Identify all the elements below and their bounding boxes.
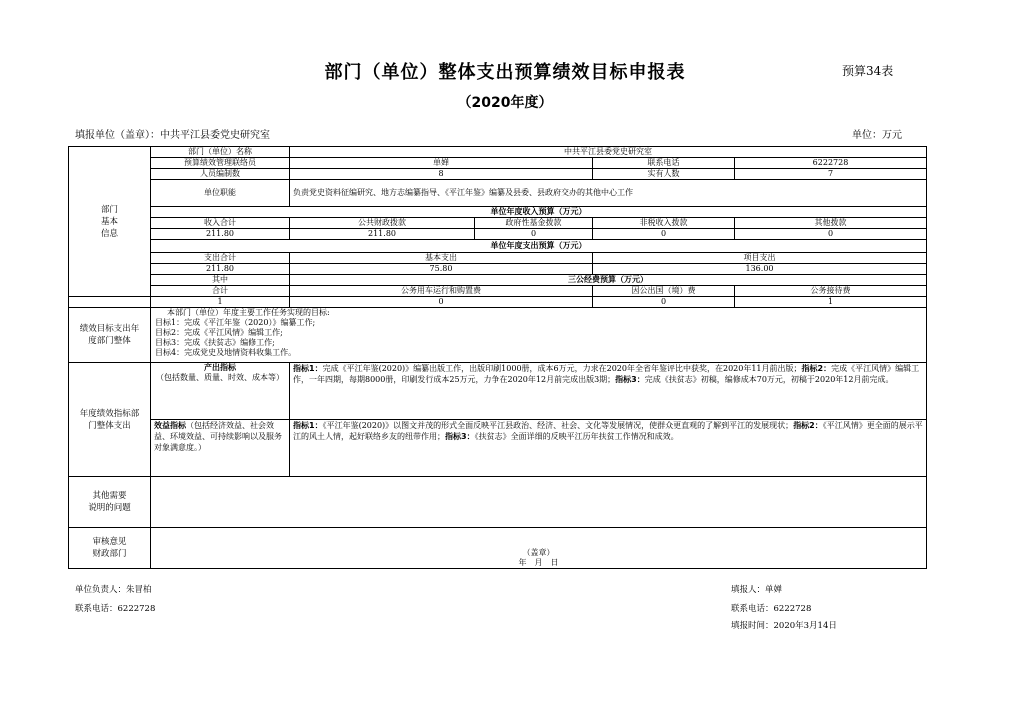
income-title: 单位年度收入预算（万元） <box>151 207 927 218</box>
income-value: 0 <box>593 229 735 240</box>
benefit-indicator-label <box>151 420 290 477</box>
table-row <box>69 229 927 240</box>
indicator-text: 完成《平江年鉴(2020)》编纂出版工作，出版印刷1000册，成本6万元，力求在2020年全省年鉴评比中获奖，在2020年11月前出版； <box>322 364 802 373</box>
table-row <box>69 308 927 363</box>
staff-actual-label: 实有人数 <box>593 169 735 180</box>
table-row <box>69 264 927 275</box>
table-row <box>69 363 927 420</box>
indicator-text: 《平江年鉴(2020)》以图文并茂的形式全面反映平江县政治、经济、社会、文化等发展情况，使群众更直观的了解到平江的发展现状； <box>322 421 794 430</box>
table-row <box>69 240 927 253</box>
section-other: 其他需要 说明的问题 <box>69 477 151 528</box>
dept-name-label: 部门（单位）名称 <box>151 147 290 158</box>
table-row <box>69 420 927 477</box>
three-public-value: 0 <box>290 297 593 308</box>
three-public-header: 合计 <box>151 286 290 297</box>
three-public-header: 公务用车运行和购置费 <box>290 286 593 297</box>
form-number: 预算34表 <box>842 64 894 78</box>
seal-placeholder: （盖章） <box>522 548 555 557</box>
benefit-indicator-text <box>290 420 927 477</box>
expense-header: 项目支出 <box>593 253 927 264</box>
performance-table <box>68 146 927 569</box>
dept-name-value: 中共平江县委党史研究室 <box>290 147 927 158</box>
indicator-text: 完成《平江风情》编辑工作，一年四期，每期8000册，印刷发行成本25万元，力争在2020年12月前完成出版3期； <box>293 364 920 384</box>
expense-value: 211.80 <box>151 264 290 275</box>
income-header: 非税收入拨款 <box>593 218 735 229</box>
duties-label: 单位职能 <box>151 180 290 207</box>
output-note: （包括数量、质量、时效、成本等） <box>156 373 284 382</box>
goal-text <box>151 308 927 363</box>
review-date: 年 月 日 <box>518 558 559 567</box>
other-notes <box>151 477 927 528</box>
goal-item: 目标3：完成《扶贫志》编修工作; <box>155 338 275 347</box>
table-row <box>69 169 927 180</box>
table-row <box>69 218 927 229</box>
currency-unit: 单位：万元 <box>852 130 902 141</box>
contact-person-label: 预算绩效管理联络员 <box>151 158 290 169</box>
expense-value: 136.00 <box>593 264 927 275</box>
table-row <box>69 158 927 169</box>
expense-title: 单位年度支出预算（万元） <box>151 240 927 253</box>
staff-quota-value: 8 <box>290 169 593 180</box>
output-indicator-label <box>151 363 290 420</box>
goal-item: 目标2：完成《平江风情》编辑工作; <box>155 328 283 337</box>
income-value: 0 <box>735 229 927 240</box>
income-header: 其他拨款 <box>735 218 927 229</box>
output-label: 产出指标 <box>204 363 236 372</box>
table-row <box>69 180 927 207</box>
section-basic-info: 部门 基本 信息 <box>69 147 151 297</box>
filler-phone: 联系电话：6222728 <box>731 604 812 614</box>
duties-value: 负责党史资料征编研究、地方志编纂指导、《平江年鉴》编纂及县委、县政府交办的其他中心工作 <box>290 180 927 207</box>
indicator-tag: 指标1： <box>293 364 323 373</box>
leader-phone: 联系电话：6222728 <box>75 604 156 614</box>
phone-value: 6222728 <box>735 158 927 169</box>
three-public-value: 1 <box>151 297 290 308</box>
income-value: 211.80 <box>151 229 290 240</box>
indicator-tag: 指标3： <box>445 432 475 441</box>
indicator-tag: 指标2： <box>793 421 823 430</box>
indicator-text: 《平江风情》更全面的展示平江的风土人情，起好联络乡友的纽带作用； <box>293 421 923 441</box>
indicator-tag: 指标2： <box>801 364 832 373</box>
benefit-label: 效益指标 <box>154 421 186 430</box>
table-row <box>69 297 927 308</box>
table-row <box>69 528 927 569</box>
review-area <box>151 528 927 569</box>
income-header: 政府性基金拨款 <box>475 218 593 229</box>
indicator-text: 《扶贫志》全面详细的反映平江历年扶贫工作情况和成效。 <box>474 432 679 441</box>
filler-name: 填报人：单婵 <box>731 585 783 595</box>
goal-intro: 本部门（单位）年度主要工作任务实现的目标: <box>167 308 330 317</box>
staff-quota-label: 人员编制数 <box>151 169 290 180</box>
benefit-note: （包括经济效益、社会效益、环境效益、可持续影响以及服务对象满意度。） <box>154 421 282 452</box>
income-value: 211.80 <box>290 229 475 240</box>
income-value: 0 <box>475 229 593 240</box>
page-title: 部门（单位）整体支出预算绩效目标申报表 <box>324 62 686 83</box>
goal-item: 目标4：完成党史及地情资料收集工作。 <box>155 348 297 357</box>
section-review: 审核意见 财政部门 <box>69 528 151 569</box>
table-row <box>69 147 927 158</box>
expense-header: 基本支出 <box>290 253 593 264</box>
indicator-text: 完成《扶贫志》初稿，编修成本70万元，初稿于2020年12月前完成。 <box>644 375 894 384</box>
expense-header: 支出合计 <box>151 253 290 264</box>
reporting-unit: 填报单位（盖章）：中共平江县委党史研究室 <box>75 130 270 141</box>
indicator-tag: 指标1： <box>293 421 323 430</box>
income-header: 公共财政拨款 <box>290 218 475 229</box>
table-row <box>69 207 927 218</box>
table-row <box>69 477 927 528</box>
indicator-tag: 指标3： <box>615 375 645 384</box>
table-row <box>69 253 927 264</box>
fiscal-year: （2020年度） <box>457 95 553 111</box>
table-row <box>69 275 927 286</box>
goal-item: 目标1：完成《平江年鉴（2020）》编纂工作; <box>155 318 316 327</box>
staff-actual-value: 7 <box>735 169 927 180</box>
section-goal: 绩效目标支出年 度部门整体 <box>69 308 151 363</box>
sub-label: 其中 <box>151 275 290 286</box>
section-indicators: 年度绩效指标部 门整体支出 <box>69 363 151 477</box>
phone-label: 联系电话 <box>593 158 735 169</box>
expense-value: 75.80 <box>290 264 593 275</box>
three-public-header: 因公出国（境）费 <box>593 286 735 297</box>
three-public-title: 三公经费预算（万元） <box>290 275 927 286</box>
contact-person-value: 单婵 <box>290 158 593 169</box>
output-indicator-text <box>290 363 927 420</box>
three-public-header: 公务接待费 <box>735 286 927 297</box>
three-public-value: 0 <box>593 297 735 308</box>
fill-date: 填报时间：2020年3月14日 <box>731 621 837 631</box>
income-header: 收入合计 <box>151 218 290 229</box>
three-public-value: 1 <box>735 297 927 308</box>
table-row <box>69 286 927 297</box>
unit-leader: 单位负责人：朱冒柏 <box>75 585 152 595</box>
